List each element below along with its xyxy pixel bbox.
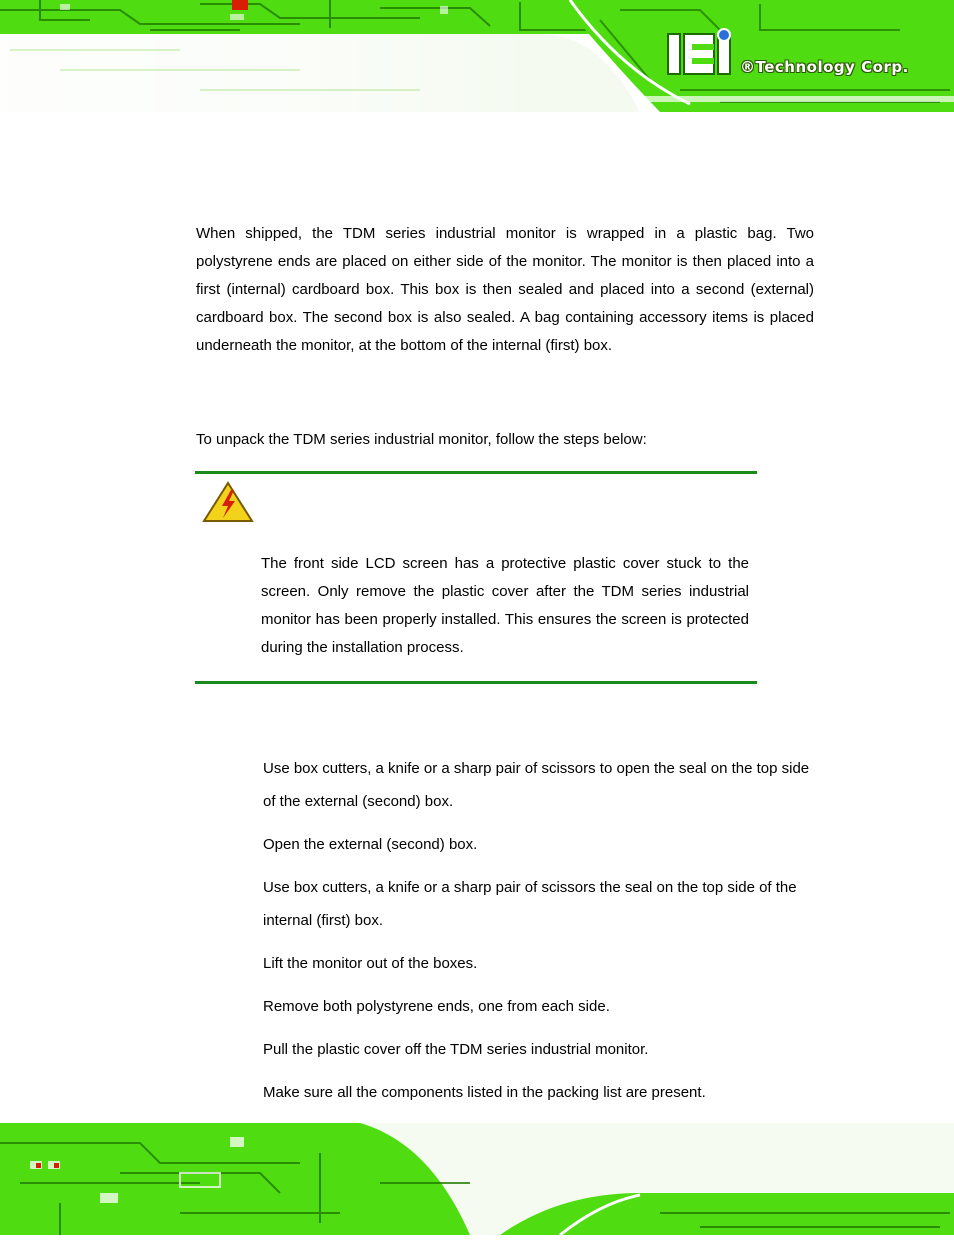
logo-wordmark: ®Technology Corp. [740, 58, 909, 76]
list-item: Make sure all the components listed in the packing list are present. [263, 1084, 706, 1101]
unpack-lead: To unpack the TDM series industrial monitor, follow the steps below: [196, 431, 647, 448]
warning-lightning-icon [202, 481, 254, 523]
page-footer [0, 1123, 954, 1235]
shipping-description: When shipped, the TDM series industrial monitor is wrapped in a plastic bag. Two polystyrene ends are placed on either side of the monitor. The monitor is then placed into a first (internal) cardboard box. This box is then sealed and placed into a second (external) cardboard box. The second box is also sealed. A bag containing accessory items is placed underneath the monitor, at the bottom of the internal (first) box. [196, 225, 814, 354]
unpack-steps-list [263, 752, 823, 1119]
list-item: Use box cutters, a knife or a sharp pair of scissors the seal on the top side of the internal (first) box. [263, 879, 797, 929]
page-header [0, 0, 954, 112]
list-item: Remove both polystyrene ends, one from each side. [263, 998, 610, 1015]
list-item: Lift the monitor out of the boxes. [263, 955, 478, 972]
list-item: Use box cutters, a knife or a sharp pair of scissors to open the seal on the top side of the external (second) box. [263, 760, 810, 810]
pcb-footer-graphic [0, 1123, 954, 1235]
warning-bottom-rule [195, 681, 757, 684]
warning-top-rule [195, 471, 757, 474]
list-item: Open the external (second) box. [263, 836, 478, 853]
list-item: Pull the plastic cover off the TDM series industrial monitor. [263, 1041, 649, 1058]
warning-text: The front side LCD screen has a protective plastic cover stuck to the screen. Only remove the plastic cover after the TDM series industrial monitor has been properly installed. This ensures the screen is protected during the installation process. [261, 555, 749, 656]
